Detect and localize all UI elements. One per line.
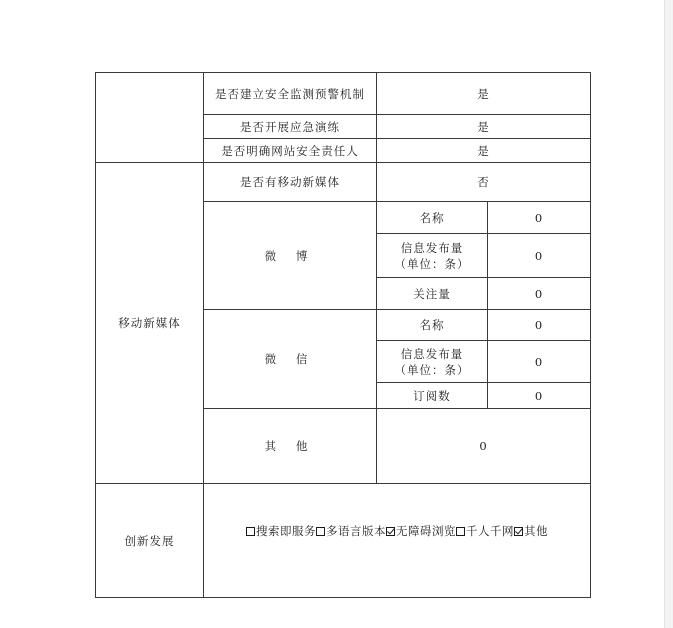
security-section-cell [96, 73, 204, 163]
innovation-option [316, 524, 386, 538]
other-media-label: 其 他 [204, 409, 377, 484]
innovation-option-label: 其他 [524, 523, 548, 538]
mobile-media-section-label: 移动新媒体 [96, 163, 204, 484]
innovation-options [204, 484, 591, 598]
weibo-posts-label [377, 234, 488, 278]
wechat-posts-label-line1: 信息发布量 [400, 346, 464, 361]
table-row [96, 484, 591, 598]
table-row [96, 73, 591, 115]
monitoring-value: 是 [377, 73, 591, 115]
innovation-checkbox-group [206, 523, 588, 539]
wechat-name-label: 名称 [377, 310, 488, 341]
weibo-posts-label-line2: （单位：条） [394, 256, 470, 271]
weibo-name-value: 0 [488, 202, 591, 234]
weibo-name-label: 名称 [377, 202, 488, 234]
unchecked-box-icon[interactable] [456, 527, 465, 536]
weibo-followers-value: 0 [488, 278, 591, 310]
responsible-value: 是 [377, 139, 591, 163]
wechat-label: 微 信 [204, 310, 377, 409]
wechat-subscriptions-value: 0 [488, 383, 591, 409]
drill-value: 是 [377, 115, 591, 139]
wechat-posts-label-line2: （单位：条） [394, 362, 470, 377]
innovation-option-label: 多语言版本 [326, 523, 386, 538]
responsible-label: 是否明确网站安全责任人 [204, 139, 377, 163]
table-row [96, 163, 591, 202]
wechat-name-value: 0 [488, 310, 591, 341]
innovation-option-label: 无障碍浏览 [396, 523, 456, 538]
page-scroll-edge [664, 0, 673, 628]
wechat-posts-label [377, 341, 488, 383]
other-media-value: 0 [377, 409, 591, 484]
has-media-label: 是否有移动新媒体 [204, 163, 377, 202]
innovation-option [386, 524, 456, 538]
weibo-posts-label-line1: 信息发布量 [400, 240, 464, 255]
innovation-option [456, 524, 514, 538]
innovation-section-label: 创新发展 [96, 484, 204, 598]
checked-box-icon[interactable] [386, 527, 395, 536]
monitoring-label: 是否建立安全监测预警机制 [204, 73, 377, 115]
weibo-posts-value: 0 [488, 234, 591, 278]
drill-label: 是否开展应急演练 [204, 115, 377, 139]
innovation-option [514, 524, 548, 538]
unchecked-box-icon[interactable] [246, 527, 255, 536]
report-table [95, 72, 591, 598]
innovation-option-label: 千人千网 [466, 523, 514, 538]
wechat-subscriptions-label: 订阅数 [377, 383, 488, 409]
unchecked-box-icon[interactable] [316, 527, 325, 536]
weibo-label: 微 博 [204, 202, 377, 310]
innovation-option [246, 524, 316, 538]
innovation-option-label: 搜索即服务 [256, 523, 316, 538]
has-media-value: 否 [377, 163, 591, 202]
weibo-followers-label: 关注量 [377, 278, 488, 310]
checked-box-icon[interactable] [514, 527, 523, 536]
wechat-posts-value: 0 [488, 341, 591, 383]
